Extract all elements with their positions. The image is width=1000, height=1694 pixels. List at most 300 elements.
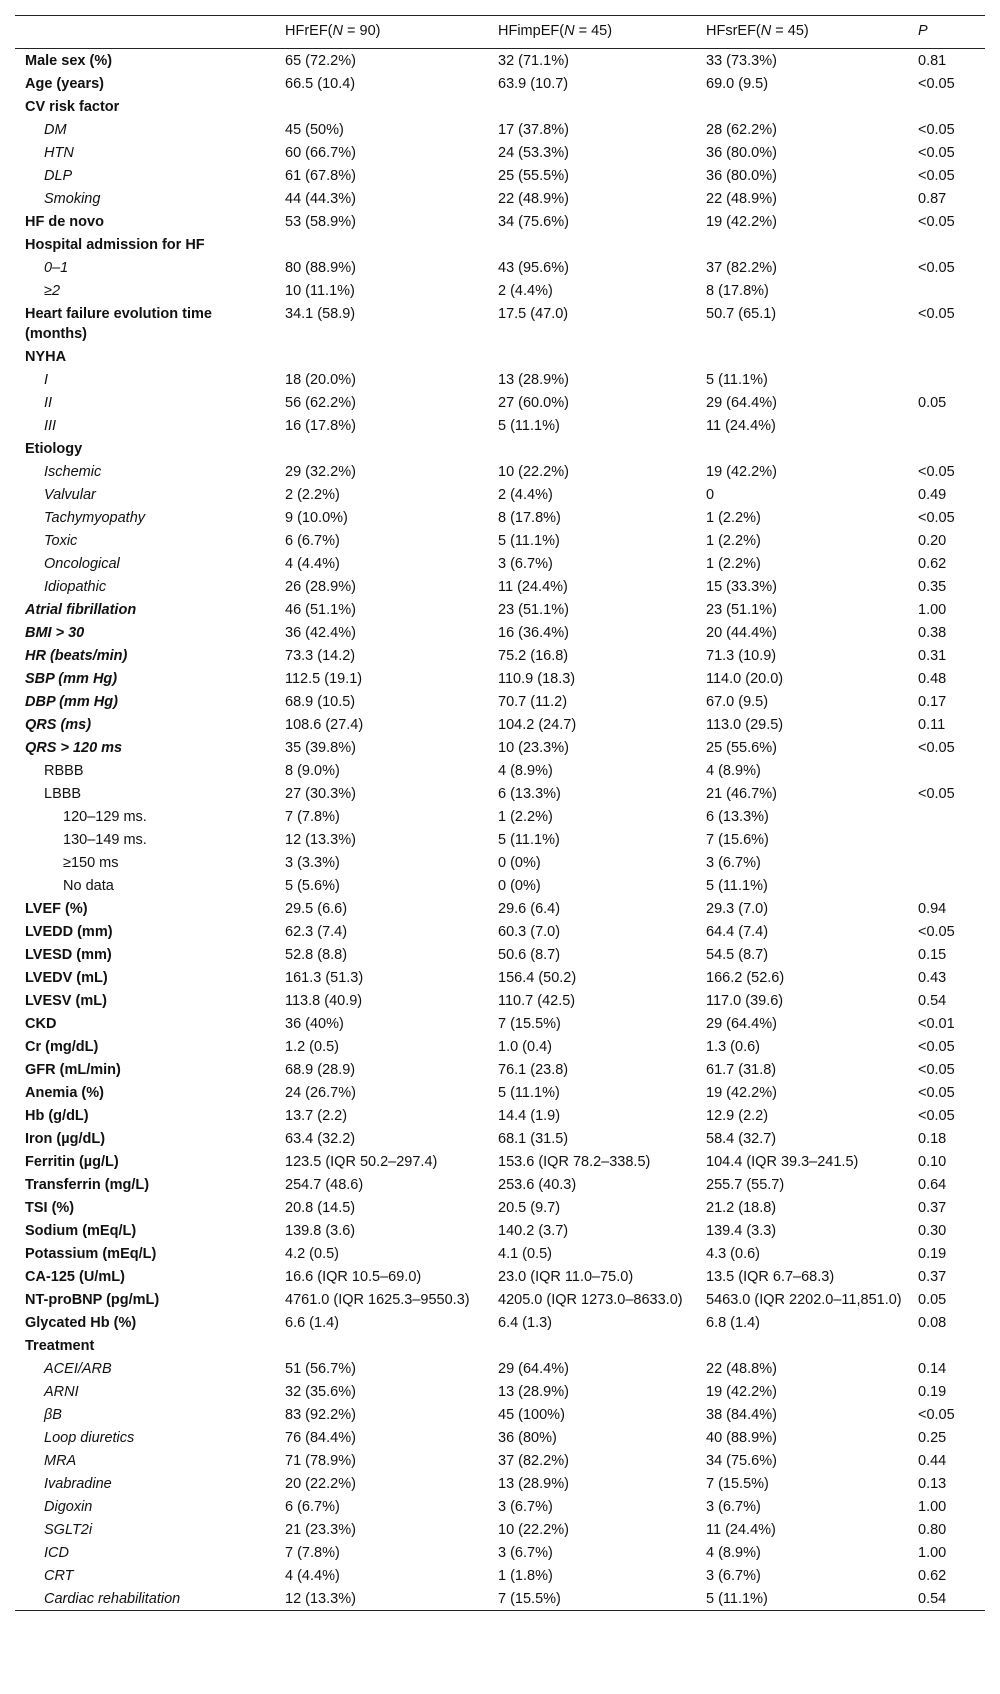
row-label: LVEDD (mm) xyxy=(25,924,113,940)
hfsref-cell: 50.7 (65.1) xyxy=(706,306,777,322)
table-row xyxy=(15,1472,985,1495)
hfsref-cell: 166.2 (52.6) xyxy=(706,970,785,986)
hfimpef-cell: 253.6 (40.3) xyxy=(498,1177,577,1193)
hfimpef-cell: 70.7 (11.2) xyxy=(498,694,568,710)
row-label: Iron (µg/dL) xyxy=(25,1131,106,1147)
row-label: Toxic xyxy=(44,533,78,549)
table-row xyxy=(15,414,985,437)
p-value-cell: 0.54 xyxy=(918,1591,947,1607)
table-row xyxy=(15,118,985,141)
hfimpef-cell: 34 (75.6%) xyxy=(498,214,569,230)
hfref-cell: 18 (20.0%) xyxy=(285,372,356,388)
hfimpef-cell: 13 (28.9%) xyxy=(498,1384,569,1400)
hfref-cell: 4 (4.4%) xyxy=(285,556,340,572)
hfimpef-cell: 36 (80%) xyxy=(498,1430,557,1446)
hfimpef-cell: 4205.0 (IQR 1273.0–8633.0) xyxy=(498,1292,683,1308)
row-label: 120–129 ms. xyxy=(63,809,147,825)
hfsref-cell: 5 (11.1%) xyxy=(706,372,768,388)
hfref-cell: 3 (3.3%) xyxy=(285,855,340,871)
hfref-cell: 8 (9.0%) xyxy=(285,763,340,779)
p-value-cell: 0.35 xyxy=(918,579,947,595)
hfsref-cell: 34 (75.6%) xyxy=(706,1453,777,1469)
header-hfref: HFrEF(N = 90) xyxy=(285,23,381,39)
p-value-cell xyxy=(908,95,985,118)
table-row xyxy=(15,1150,985,1173)
p-value-cell xyxy=(908,759,985,782)
hfimpef-cell: 60.3 (7.0) xyxy=(498,924,561,940)
row-label: LVEF (%) xyxy=(25,901,88,917)
hfref-cell xyxy=(275,1334,488,1357)
p-value-cell: 0.20 xyxy=(918,533,947,549)
row-label: Smoking xyxy=(44,191,101,207)
row-label: Ischemic xyxy=(44,464,102,480)
row-label: BMI > 30 xyxy=(25,625,85,641)
table-row xyxy=(15,966,985,989)
p-value-cell: 0.44 xyxy=(918,1453,947,1469)
table-body xyxy=(15,49,985,1611)
table-row xyxy=(15,805,985,828)
hfsref-cell: 29.3 (7.0) xyxy=(706,901,769,917)
hfimpef-cell: 3 (6.7%) xyxy=(498,1499,553,1515)
hfsref-cell: 67.0 (9.5) xyxy=(706,694,769,710)
table-row xyxy=(15,529,985,552)
row-label: Atrial fibrillation xyxy=(25,602,137,618)
hfsref-cell: 11 (24.4%) xyxy=(706,1522,776,1538)
table-row xyxy=(15,874,985,897)
row-label: Age (years) xyxy=(25,76,104,92)
table-row xyxy=(15,164,985,187)
table-row xyxy=(15,1587,985,1611)
hfref-cell: 112.5 (19.1) xyxy=(285,671,363,687)
hfref-cell: 76 (84.4%) xyxy=(285,1430,356,1446)
row-label: GFR (mL/min) xyxy=(25,1062,121,1078)
p-value-cell: 0.54 xyxy=(918,993,947,1009)
p-value-cell: <0.05 xyxy=(918,924,955,940)
row-label: Valvular xyxy=(44,487,96,503)
p-value-cell xyxy=(908,437,985,460)
hfref-cell xyxy=(275,233,488,256)
hfimpef-cell: 76.1 (23.8) xyxy=(498,1062,569,1078)
header-hfsref: HFsrEF(N = 45) xyxy=(706,23,809,39)
p-value-cell xyxy=(908,279,985,302)
table-row xyxy=(15,943,985,966)
row-label: ≥2 xyxy=(44,283,61,299)
table-row xyxy=(15,552,985,575)
hfsref-cell: 1 (2.2%) xyxy=(706,556,761,572)
hfref-cell: 13.7 (2.2) xyxy=(285,1108,348,1124)
hfref-cell: 52.8 (8.8) xyxy=(285,947,348,963)
table-row xyxy=(15,897,985,920)
hfref-cell xyxy=(275,437,488,460)
hfimpef-cell: 32 (71.1%) xyxy=(498,53,569,69)
hfimpef-cell: 75.2 (16.8) xyxy=(498,648,569,664)
p-value-cell: <0.05 xyxy=(918,122,955,138)
hfref-cell: 63.4 (32.2) xyxy=(285,1131,356,1147)
table-row xyxy=(15,1035,985,1058)
hfref-cell: 80 (88.9%) xyxy=(285,260,356,276)
p-value-cell: 0.14 xyxy=(918,1361,947,1377)
hfsref-cell: 5 (11.1%) xyxy=(706,1591,768,1607)
hfref-cell: 27 (30.3%) xyxy=(285,786,356,802)
p-value-cell: 0.37 xyxy=(918,1269,947,1285)
row-label: II xyxy=(44,395,53,411)
hfimpef-cell: 13 (28.9%) xyxy=(498,372,569,388)
row-label: SGLT2i xyxy=(44,1522,93,1538)
p-value-cell: 0.62 xyxy=(918,556,947,572)
hfimpef-cell: 3 (6.7%) xyxy=(498,1545,553,1561)
p-value-cell: <0.05 xyxy=(918,740,955,756)
hfref-cell: 113.8 (40.9) xyxy=(285,993,363,1009)
hfref-cell: 7 (7.8%) xyxy=(285,809,340,825)
hfimpef-cell: 14.4 (1.9) xyxy=(498,1108,561,1124)
table-row xyxy=(15,460,985,483)
p-value-cell xyxy=(908,805,985,828)
p-value-cell xyxy=(908,851,985,874)
hfimpef-cell: 43 (95.6%) xyxy=(498,260,569,276)
row-label: I xyxy=(44,372,49,388)
hfsref-cell: 1 (2.2%) xyxy=(706,533,761,549)
table-row xyxy=(15,713,985,736)
hfimpef-cell: 13 (28.9%) xyxy=(498,1476,569,1492)
p-value-cell: 0.19 xyxy=(918,1246,947,1262)
hfref-cell: 35 (39.8%) xyxy=(285,740,356,756)
row-label: MRA xyxy=(44,1453,77,1469)
p-value-cell xyxy=(908,414,985,437)
hfimpef-cell: 29.6 (6.4) xyxy=(498,901,561,917)
row-label: Male sex (%) xyxy=(25,53,113,69)
hfimpef-cell: 2 (4.4%) xyxy=(498,487,553,503)
table-row xyxy=(15,72,985,95)
hfimpef-cell: 7 (15.5%) xyxy=(498,1591,561,1607)
hfref-cell: 4 (4.4%) xyxy=(285,1568,340,1584)
p-value-cell: <0.05 xyxy=(918,76,955,92)
hfimpef-cell: 0 (0%) xyxy=(498,855,541,871)
hfsref-cell: 58.4 (32.7) xyxy=(706,1131,777,1147)
hfsref-cell: 6.8 (1.4) xyxy=(706,1315,760,1331)
table-row xyxy=(15,483,985,506)
hfsref-cell: 25 (55.6%) xyxy=(706,740,777,756)
hfsref-cell: 3 (6.7%) xyxy=(706,1568,761,1584)
p-value-cell: 0.43 xyxy=(918,970,947,986)
row-label: HF de novo xyxy=(25,214,104,230)
row-label: CV risk factor xyxy=(25,99,120,115)
hfsref-cell: 139.4 (3.3) xyxy=(706,1223,777,1239)
hfimpef-cell: 5 (11.1%) xyxy=(498,418,560,434)
hfimpef-cell: 110.9 (18.3) xyxy=(498,671,576,687)
p-value-cell: 0.38 xyxy=(918,625,947,641)
hfsref-cell: 38 (84.4%) xyxy=(706,1407,777,1423)
hfimpef-cell: 25 (55.5%) xyxy=(498,168,569,184)
row-label: Ivabradine xyxy=(44,1476,112,1492)
row-label: 0–1 xyxy=(44,260,69,276)
hfsref-cell: 36 (80.0%) xyxy=(706,145,777,161)
hfimpef-cell: 45 (100%) xyxy=(498,1407,565,1423)
hfsref-cell xyxy=(696,233,908,256)
hfimpef-cell: 140.2 (3.7) xyxy=(498,1223,569,1239)
p-value-cell: 0.25 xyxy=(918,1430,947,1446)
hfimpef-cell: 23.0 (IQR 11.0–75.0) xyxy=(498,1269,634,1285)
hfimpef-cell: 110.7 (42.5) xyxy=(498,993,576,1009)
p-value-cell: <0.05 xyxy=(918,306,955,322)
p-value-cell: 0.64 xyxy=(918,1177,947,1193)
table-row xyxy=(15,1403,985,1426)
p-value-cell: 0.37 xyxy=(918,1200,947,1216)
hfsref-cell xyxy=(696,437,908,460)
hfimpef-cell: 6.4 (1.3) xyxy=(498,1315,552,1331)
table-row xyxy=(15,1265,985,1288)
hfref-cell: 2 (2.2%) xyxy=(285,487,340,503)
row-label: Treatment xyxy=(25,1338,95,1354)
hfsref-cell: 114.0 (20.0) xyxy=(706,671,784,687)
table-row xyxy=(15,1518,985,1541)
hfref-cell: 21 (23.3%) xyxy=(285,1522,356,1538)
hfref-cell: 44 (44.3%) xyxy=(285,191,356,207)
hfsref-cell: 20 (44.4%) xyxy=(706,625,777,641)
p-value-cell: 0.13 xyxy=(918,1476,947,1492)
hfsref-cell: 4 (8.9%) xyxy=(706,763,761,779)
table-row xyxy=(15,141,985,164)
hfimpef-cell: 6 (13.3%) xyxy=(498,786,561,802)
hfref-cell: 6.6 (1.4) xyxy=(285,1315,339,1331)
p-value-cell: 0.08 xyxy=(918,1315,947,1331)
table-row xyxy=(15,302,985,345)
hfsref-cell: 104.4 (IQR 39.3–241.5) xyxy=(706,1154,859,1170)
table-row xyxy=(15,736,985,759)
row-label: Idiopathic xyxy=(44,579,107,595)
row-label: Glycated Hb (%) xyxy=(25,1315,137,1331)
hfsref-cell: 37 (82.2%) xyxy=(706,260,777,276)
row-label: HTN xyxy=(44,145,74,161)
table-row xyxy=(15,1058,985,1081)
row-label: 130–149 ms. xyxy=(63,832,147,848)
p-value-cell xyxy=(908,233,985,256)
row-label: RBBB xyxy=(44,763,84,779)
p-value-cell: <0.05 xyxy=(918,145,955,161)
hfimpef-cell: 5 (11.1%) xyxy=(498,1085,560,1101)
hfref-cell: 16.6 (IQR 10.5–69.0) xyxy=(285,1269,422,1285)
hfimpef-cell: 29 (64.4%) xyxy=(498,1361,569,1377)
hfimpef-cell: 50.6 (8.7) xyxy=(498,947,561,963)
table-row xyxy=(15,1012,985,1035)
row-label: QRS (ms) xyxy=(25,717,92,733)
hfref-cell: 4.2 (0.5) xyxy=(285,1246,339,1262)
hfimpef-cell: 1 (1.8%) xyxy=(498,1568,553,1584)
table-row xyxy=(15,782,985,805)
hfref-cell: 20.8 (14.5) xyxy=(285,1200,356,1216)
header-hfimpef: HFimpEF(N = 45) xyxy=(498,23,613,39)
table-row xyxy=(15,828,985,851)
row-label: LVESD (mm) xyxy=(25,947,112,963)
hfimpef-cell: 17 (37.8%) xyxy=(498,122,569,138)
p-value-cell: 0.10 xyxy=(918,1154,947,1170)
table-row xyxy=(15,1242,985,1265)
p-value-cell: 0.17 xyxy=(918,694,947,710)
hfsref-cell: 5463.0 (IQR 2202.0–11,851.0) xyxy=(706,1292,902,1308)
hfimpef-cell: 10 (22.2%) xyxy=(498,464,569,480)
row-label: Ferritin (µg/L) xyxy=(25,1154,119,1170)
hfref-cell: 7 (7.8%) xyxy=(285,1545,340,1561)
hfimpef-cell: 27 (60.0%) xyxy=(498,395,569,411)
row-label: No data xyxy=(63,878,114,894)
row-label: Heart failure evolution time (months) xyxy=(25,306,212,342)
hfsref-cell: 5 (11.1%) xyxy=(706,878,768,894)
hfimpef-cell: 22 (48.9%) xyxy=(498,191,569,207)
table-row xyxy=(15,1426,985,1449)
row-label: Digoxin xyxy=(44,1499,93,1515)
table-row xyxy=(15,1173,985,1196)
hfref-cell: 51 (56.7%) xyxy=(285,1361,356,1377)
hfref-cell: 6 (6.7%) xyxy=(285,1499,340,1515)
hfimpef-cell: 153.6 (IQR 78.2–338.5) xyxy=(498,1154,651,1170)
table-row xyxy=(15,187,985,210)
row-label: ACEI/ARB xyxy=(44,1361,112,1377)
p-value-cell xyxy=(908,828,985,851)
row-label: Tachymyopathy xyxy=(44,510,146,526)
hfsref-cell: 1.3 (0.6) xyxy=(706,1039,760,1055)
row-label: ≥150 ms xyxy=(63,855,119,871)
row-label: Cardiac rehabilitation xyxy=(44,1591,181,1607)
table-row xyxy=(15,759,985,782)
hfref-cell: 61 (67.8%) xyxy=(285,168,356,184)
hfref-cell: 161.3 (51.3) xyxy=(285,970,364,986)
p-value-cell xyxy=(908,874,985,897)
hfref-cell: 1.2 (0.5) xyxy=(285,1039,339,1055)
hfsref-cell: 113.0 (29.5) xyxy=(706,717,784,733)
hfsref-cell: 22 (48.9%) xyxy=(706,191,777,207)
hfsref-cell: 40 (88.9%) xyxy=(706,1430,777,1446)
hfref-cell: 26 (28.9%) xyxy=(285,579,356,595)
p-value-cell xyxy=(908,345,985,368)
row-label: LVEDV (mL) xyxy=(25,970,108,986)
table-row xyxy=(15,598,985,621)
table-row xyxy=(15,391,985,414)
p-value-cell: <0.05 xyxy=(918,1062,955,1078)
hfref-cell xyxy=(275,95,488,118)
hfimpef-cell: 4 (8.9%) xyxy=(498,763,553,779)
header-p-value: P xyxy=(918,23,928,39)
hfref-cell: 36 (40%) xyxy=(285,1016,344,1032)
hfref-cell: 62.3 (7.4) xyxy=(285,924,348,940)
hfsref-cell: 6 (13.3%) xyxy=(706,809,769,825)
hfimpef-cell: 68.1 (31.5) xyxy=(498,1131,569,1147)
hfimpef-cell: 5 (11.1%) xyxy=(498,832,560,848)
p-value-cell: 0.81 xyxy=(918,53,947,69)
hfsref-cell: 28 (62.2%) xyxy=(706,122,777,138)
table-row xyxy=(15,437,985,460)
hfsref-cell: 33 (73.3%) xyxy=(706,53,777,69)
hfsref-cell: 71.3 (10.9) xyxy=(706,648,777,664)
table-header-row xyxy=(15,16,985,49)
hfref-cell: 53 (58.9%) xyxy=(285,214,356,230)
table-row xyxy=(15,1127,985,1150)
hfsref-cell: 69.0 (9.5) xyxy=(706,76,769,92)
hfref-cell: 45 (50%) xyxy=(285,122,344,138)
table-row xyxy=(15,210,985,233)
p-value-cell: 0.19 xyxy=(918,1384,947,1400)
p-value-cell: 0.15 xyxy=(918,947,947,963)
p-value-cell: <0.01 xyxy=(918,1016,955,1032)
row-label: LBBB xyxy=(44,786,82,802)
hfref-cell: 73.3 (14.2) xyxy=(285,648,356,664)
hfref-cell: 5 (5.6%) xyxy=(285,878,340,894)
hfref-cell: 65 (72.2%) xyxy=(285,53,356,69)
row-label: DBP (mm Hg) xyxy=(25,694,118,710)
table-row xyxy=(15,667,985,690)
row-label: NYHA xyxy=(25,349,67,365)
p-value-cell: <0.05 xyxy=(918,1039,955,1055)
row-label: Transferrin (mg/L) xyxy=(25,1177,150,1193)
hfref-cell: 4761.0 (IQR 1625.3–9550.3) xyxy=(285,1292,470,1308)
hfref-cell: 83 (92.2%) xyxy=(285,1407,356,1423)
p-value-cell: 0.31 xyxy=(918,648,947,664)
hfsref-cell: 15 (33.3%) xyxy=(706,579,777,595)
table-row xyxy=(15,851,985,874)
hfimpef-cell: 24 (53.3%) xyxy=(498,145,569,161)
hfimpef-cell: 0 (0%) xyxy=(498,878,541,894)
hfsref-cell: 19 (42.2%) xyxy=(706,1384,777,1400)
hfimpef-cell xyxy=(488,1334,696,1357)
table-row xyxy=(15,1288,985,1311)
row-label: Etiology xyxy=(25,441,83,457)
hfref-cell: 71 (78.9%) xyxy=(285,1453,356,1469)
hfref-cell: 6 (6.7%) xyxy=(285,533,340,549)
table-row xyxy=(15,1380,985,1403)
hfsref-cell: 0 xyxy=(706,487,715,503)
row-label: III xyxy=(44,418,57,434)
p-value-cell: 0.05 xyxy=(918,395,947,411)
table-row xyxy=(15,1357,985,1380)
hfref-cell: 10 (11.1%) xyxy=(285,283,355,299)
hfsref-cell: 4.3 (0.6) xyxy=(706,1246,760,1262)
hfimpef-cell: 8 (17.8%) xyxy=(498,510,561,526)
table-row xyxy=(15,920,985,943)
table-row xyxy=(15,95,985,118)
hfsref-cell: 36 (80.0%) xyxy=(706,168,777,184)
row-label: Sodium (mEq/L) xyxy=(25,1223,137,1239)
hfref-cell: 34.1 (58.9) xyxy=(285,306,356,322)
table-row xyxy=(15,1104,985,1127)
row-label: Cr (mg/dL) xyxy=(25,1039,99,1055)
hfimpef-cell: 17.5 (47.0) xyxy=(498,306,569,322)
baseline-characteristics-table xyxy=(15,15,985,1611)
hfref-cell: 68.9 (28.9) xyxy=(285,1062,356,1078)
table-row xyxy=(15,989,985,1012)
row-label: Potassium (mEq/L) xyxy=(25,1246,157,1262)
table-row xyxy=(15,1081,985,1104)
hfsref-cell: 64.4 (7.4) xyxy=(706,924,769,940)
hfref-cell: 139.8 (3.6) xyxy=(285,1223,356,1239)
p-value-cell: <0.05 xyxy=(918,1085,955,1101)
p-value-cell: <0.05 xyxy=(918,786,955,802)
hfsref-cell: 22 (48.8%) xyxy=(706,1361,777,1377)
row-label: NT-proBNP (pg/mL) xyxy=(25,1292,160,1308)
p-value-cell: <0.05 xyxy=(918,214,955,230)
table-row xyxy=(15,49,985,73)
row-label: SBP (mm Hg) xyxy=(25,671,118,687)
hfsref-cell: 13.5 (IQR 6.7–68.3) xyxy=(706,1269,835,1285)
hfsref-cell: 12.9 (2.2) xyxy=(706,1108,769,1124)
p-value-cell: 0.18 xyxy=(918,1131,947,1147)
row-label: LVESV (mL) xyxy=(25,993,107,1009)
row-label: Oncological xyxy=(44,556,120,572)
hfimpef-cell: 1.0 (0.4) xyxy=(498,1039,552,1055)
table-row xyxy=(15,1196,985,1219)
table-row xyxy=(15,506,985,529)
hfref-cell: 16 (17.8%) xyxy=(285,418,356,434)
hfsref-cell: 61.7 (31.8) xyxy=(706,1062,777,1078)
hfsref-cell: 21.2 (18.8) xyxy=(706,1200,777,1216)
row-label: ICD xyxy=(44,1545,69,1561)
